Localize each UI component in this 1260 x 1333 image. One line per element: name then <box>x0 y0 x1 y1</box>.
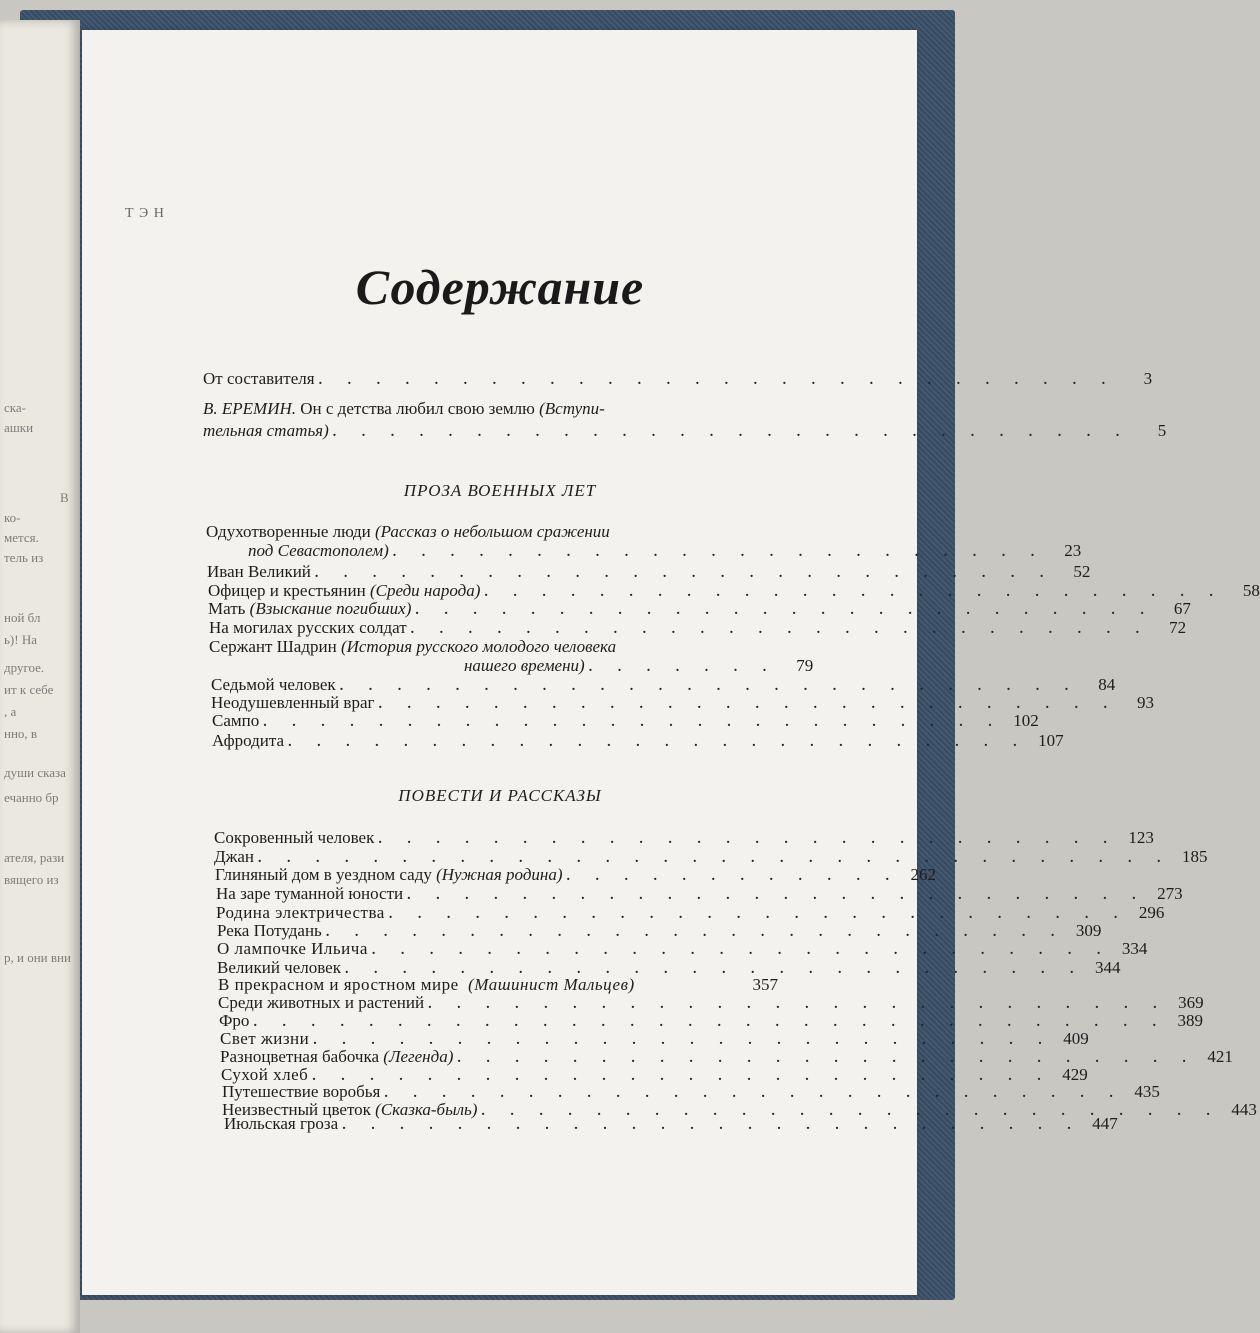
leader-dots: . . . . . . . . . . . . . . . . . . . . . . . . . . <box>410 622 1151 637</box>
toc-entry[interactable] <box>212 731 1064 752</box>
leader-dots: . . . . . . . . . . . . . . . . . . . . . . . . . . . . . . . . <box>253 1015 1167 1030</box>
page-number: 443 <box>1231 1100 1257 1119</box>
entry-title: Неодушевленный враг <box>211 693 375 712</box>
entry-subtitle: (История русского молодого человека <box>340 637 617 656</box>
entry-title: Сампо <box>212 711 260 730</box>
entry-author: В. ЕРЕМИН. <box>203 399 297 418</box>
leader-dots: . . . . . . . . . . . . . . . . . . . . . . . . . . <box>342 1118 1082 1133</box>
toc-entry[interactable] <box>209 637 814 677</box>
leader-dots: . . . . . . . . . . . . <box>566 869 901 884</box>
page-number: 296 <box>1138 903 1165 922</box>
entry-title: Афродита <box>212 731 285 750</box>
page-number: 334 <box>1121 939 1148 958</box>
toc-entry[interactable] <box>203 399 1167 442</box>
toc-entry[interactable] <box>216 884 1183 905</box>
prev-fragment: ь)! На <box>4 632 37 647</box>
toc-entry[interactable] <box>217 939 1148 960</box>
entry-title: Глиняный дом в уездном саду <box>215 865 432 884</box>
page-number: 84 <box>1098 675 1116 694</box>
leader-dots: . . . . . . . . . . . . . . . . . . . . . . . <box>392 545 1046 560</box>
prev-fragment: мется. <box>4 530 39 545</box>
page-number: 123 <box>1128 828 1154 847</box>
toc-entry[interactable] <box>203 369 1153 390</box>
page-number: 447 <box>1092 1114 1118 1133</box>
entry-title: На могилах русских солдат <box>209 618 407 637</box>
entry-subtitle-cont: нашего времени) <box>464 656 585 675</box>
page-title: Содержание <box>355 259 645 315</box>
entry-subtitle-cont: под Севастополем) <box>248 541 389 560</box>
prev-fragment: ит к себе <box>4 682 54 697</box>
entry-subtitle: (Сказка-быль) <box>375 1100 478 1119</box>
entry-title: Сухой хлеб <box>221 1065 309 1084</box>
page-number: 262 <box>910 865 937 884</box>
page-number: 357 <box>752 975 778 994</box>
page-number: 389 <box>1177 1011 1203 1030</box>
leader-dots: . . . . . . . . . . . . . . . . . . . . . . . . . . <box>344 962 1085 977</box>
entry-title: На заре туманной юности <box>216 884 404 903</box>
entry-title: Джан <box>214 847 254 866</box>
leader-dots: . . . . . . . . . . . . . . . . . . . . . . . . . . . . <box>318 373 1117 388</box>
leader-dots: . . . . . . . . . . . . . . . . . . . . . . . . . . . . . . . . <box>258 851 1172 866</box>
toc-entry[interactable] <box>208 599 1191 620</box>
page-number: 409 <box>1063 1029 1089 1048</box>
leader-dots: . . . . . . . . . . . . . . . . . . . . . . . . . . <box>407 888 1147 903</box>
entry-title: Река Потудань <box>217 921 322 940</box>
entry-title: В прекрасном и яростном мире <box>218 975 459 994</box>
toc-entry[interactable] <box>209 618 1187 639</box>
entry-title: Одухотворенные люди <box>206 522 371 541</box>
page-number: 309 <box>1075 921 1102 940</box>
entry-title: Сержант Шадрин <box>209 637 337 656</box>
toc-entry[interactable] <box>218 975 778 994</box>
leader-dots: . . . . . . . <box>588 660 778 675</box>
entry-title: О лампочке Ильича <box>217 939 368 958</box>
entry-title: Иван Великий <box>207 562 311 581</box>
section-heading: ПРОЗА ВОЕННЫХ ЛЕТ <box>403 481 597 500</box>
leader-dots: . . . . . . . . . . . . . . . . . . . . . . . . . . <box>481 1104 1221 1119</box>
entry-title: Свет жизни <box>220 1029 310 1048</box>
page-number: 79 <box>796 656 814 675</box>
page-number: 52 <box>1073 562 1091 581</box>
page-number: 429 <box>1062 1065 1088 1084</box>
toc-entry[interactable] <box>206 522 1082 562</box>
entry-title: Седьмой человек <box>211 675 336 694</box>
entry-title: Офицер и крестьянин <box>208 581 366 600</box>
page-number: 421 <box>1207 1047 1233 1066</box>
leader-dots: . . . . . . . . . . . . . . . . . . . . . . . . . . . . <box>332 425 1131 440</box>
entry-title: Мать <box>208 599 246 618</box>
leader-dots: . . . . . . . . . . . . . . . . . . . . . . . . . . <box>378 697 1118 712</box>
leader-dots: . . . . . . . . . . . . . . . . . . . . . . . . . . <box>312 1069 1052 1084</box>
entry-title: Неизвестный цветок <box>222 1100 371 1119</box>
entry-title: Среди животных и растений <box>218 993 425 1012</box>
leader-dots: . . . . . . . . . . . . . . . . . . . . . . . . . . <box>457 1051 1197 1066</box>
entry-subtitle: (Нужная родина) <box>436 865 563 884</box>
leader-dots: . . . . . . . . . . . . . . . . . . . . . . . . . . <box>371 943 1112 958</box>
leader-dots: . . . . . . . . . . . . . . . . . . . . . . . . . . <box>325 925 1066 940</box>
page-number: 3 <box>1143 369 1153 388</box>
page-number: 435 <box>1134 1082 1160 1101</box>
prev-fragment: нно, в <box>4 726 38 741</box>
prev-fragment: вящего из <box>4 872 59 887</box>
prev-fragment: В <box>60 490 69 505</box>
page-number: 72 <box>1169 618 1187 637</box>
entry-subtitle: (Вступи- <box>539 399 605 418</box>
corner-mark: Т Э Н <box>125 206 165 221</box>
entry-title: Великий человек <box>217 958 341 977</box>
entry-title: Июльская гроза <box>224 1114 339 1133</box>
page-number: 5 <box>1157 421 1167 440</box>
entry-title: Разноцветная бабочка <box>220 1047 380 1066</box>
entry-title: От составителя <box>203 369 315 388</box>
leader-dots: . . . . . . . . . . . . . . . . . . . . . . . . . . <box>378 832 1118 847</box>
prev-fragment: тель из <box>4 550 44 565</box>
page-number: 23 <box>1064 541 1082 560</box>
entry-subtitle: (Рассказ о небольшом сражении <box>374 522 610 541</box>
leader-dots: . . . . . . . . . . . . . . . . . . . . . . . . . . <box>314 566 1055 581</box>
prev-fragment: ечанно бр <box>4 790 59 805</box>
page-number: 102 <box>1013 711 1039 730</box>
section-heading: ПОВЕСТИ И РАССКАЗЫ <box>398 786 602 805</box>
page-number: 185 <box>1182 847 1208 866</box>
page-number: 58 <box>1242 581 1260 600</box>
prev-fragment: ателя, рази <box>4 850 65 865</box>
entry-subtitle: (Взыскание погибших) <box>249 599 412 618</box>
entry-subtitle: (Легенда) <box>383 1047 454 1066</box>
prev-fragment: , а <box>4 704 17 719</box>
prev-fragment: р, и они вни <box>4 950 71 965</box>
prev-fragment: души сказа <box>4 765 66 780</box>
entry-subtitle-cont: тельная статья) <box>203 421 329 440</box>
prev-fragment: ска- <box>4 400 26 415</box>
toc-entry[interactable] <box>212 711 1039 732</box>
leader-dots: . . . . . . . . . . . . . . . . . . . . . . . . . . <box>288 735 1028 750</box>
page-number: 369 <box>1178 993 1204 1012</box>
entry-subtitle: (Среди народа) <box>369 581 481 600</box>
leader-dots: . . . . . . . . . . . . . . . . . . . . . . . . . . <box>415 603 1155 618</box>
entry-title: Сокровенный человек <box>214 828 375 847</box>
leader-dots: . . . . . . . . . . . . . . . . . . . . . . . . . . <box>313 1033 1053 1048</box>
toc-entry[interactable] <box>214 828 1154 849</box>
toc-entry[interactable] <box>207 562 1091 583</box>
leader-dots: . . . . . . . . . . . . . . . . . . . . . . . . . . <box>388 907 1129 922</box>
leader-dots: . . . . . . . . . . . . . . . . . . . . . . . . . . <box>384 1086 1124 1101</box>
prev-fragment: ко- <box>4 510 21 525</box>
entry-subtitle: (Машинист Мальцев) <box>468 975 635 994</box>
toc-entry[interactable] <box>224 1114 1118 1135</box>
toc-entry[interactable] <box>215 865 937 886</box>
entry-title: Родина электричества <box>216 903 385 922</box>
page-number: 344 <box>1094 958 1121 977</box>
page-number: 273 <box>1157 884 1183 903</box>
prev-fragment: другое. <box>4 660 45 675</box>
leader-dots: . . . . . . . . . . . . . . . . . . . . . . . . . . <box>339 679 1080 694</box>
leader-dots: . . . . . . . . . . . . . . . . . . . . . . . . . . <box>263 715 1003 730</box>
entry-title: Он с детства любил свою землю <box>300 399 535 418</box>
leader-dots: . . . . . . . . . . . . . . . . . . . . . . . . . . <box>484 585 1224 600</box>
page-number: 67 <box>1173 599 1191 618</box>
page-number: 93 <box>1136 693 1154 712</box>
prev-fragment: ной бл <box>4 610 41 625</box>
entry-title: Фро <box>219 1011 250 1030</box>
page-number: 107 <box>1038 731 1064 750</box>
entry-title: Путешествие воробья <box>222 1082 381 1101</box>
leader-dots: . . . . . . . . . . . . . . . . . . . . . . . . . . <box>428 997 1168 1012</box>
prev-fragment: ашки <box>4 420 34 435</box>
